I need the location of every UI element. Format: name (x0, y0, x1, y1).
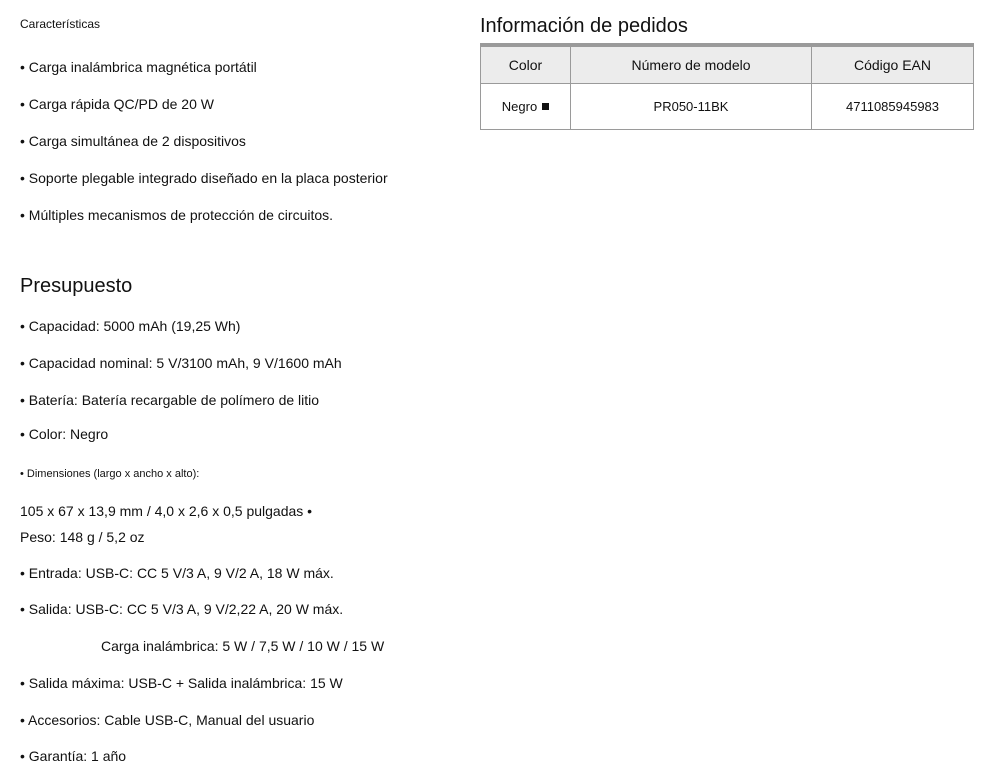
spec-input: • Entrada: USB-C: CC 5 V/3 A, 9 V/2 A, 18 W máx. (20, 565, 334, 581)
order-title: Información de pedidos (480, 15, 688, 37)
order-table (480, 43, 974, 130)
spec-weight: Peso: 148 g / 5,2 oz (20, 529, 145, 545)
cell-color-text: Negro (501, 99, 538, 114)
feature-item: • Múltiples mecanismos de protección de circuitos. (20, 207, 334, 223)
header-color: Color (481, 45, 571, 84)
cell-color (481, 84, 571, 130)
features-heading: Características (20, 17, 101, 31)
feature-item: • Soporte plegable integrado diseñado en la placa posterior (20, 170, 388, 186)
header-ean: Código EAN (812, 45, 974, 84)
spec-output: • Salida: USB-C: CC 5 V/3 A, 9 V/2,22 A, 20 W máx. (20, 601, 344, 617)
spec-accessories: • Accesorios: Cable USB-C, Manual del usuario (20, 712, 315, 728)
spec-capacity: • Capacidad: 5000 mAh (19,25 Wh) (20, 318, 241, 334)
cell-ean: 4711085945983 (812, 84, 974, 130)
budget-title: Presupuesto (20, 275, 133, 297)
spec-nominal-capacity: • Capacidad nominal: 5 V/3100 mAh, 9 V/1600 mAh (20, 355, 342, 371)
color-swatch-icon (542, 103, 549, 110)
spec-battery: • Batería: Batería recargable de polímero de litio (20, 392, 320, 408)
table-row (481, 84, 974, 130)
spec-color: • Color: Negro (20, 426, 109, 442)
spec-dimensions-value: 105 x 67 x 13,9 mm / 4,0 x 2,6 x 0,5 pulgadas • (20, 503, 313, 519)
feature-item: • Carga simultánea de 2 dispositivos (20, 133, 246, 149)
header-model: Número de modelo (571, 45, 812, 84)
spec-wireless: Carga inalámbrica: 5 W / 7,5 W / 10 W / 15 W (101, 638, 385, 654)
cell-model: PR050-11BK (571, 84, 812, 130)
spec-warranty: • Garantía: 1 año (20, 748, 127, 764)
spec-max-output: • Salida máxima: USB-C + Salida inalámbrica: 15 W (20, 675, 343, 691)
spec-dimensions-label: • Dimensiones (largo x ancho x alto): (20, 468, 200, 480)
feature-item: • Carga inalámbrica magnética portátil (20, 59, 257, 75)
order-table-header-row (481, 45, 974, 84)
feature-item: • Carga rápida QC/PD de 20 W (20, 96, 214, 112)
